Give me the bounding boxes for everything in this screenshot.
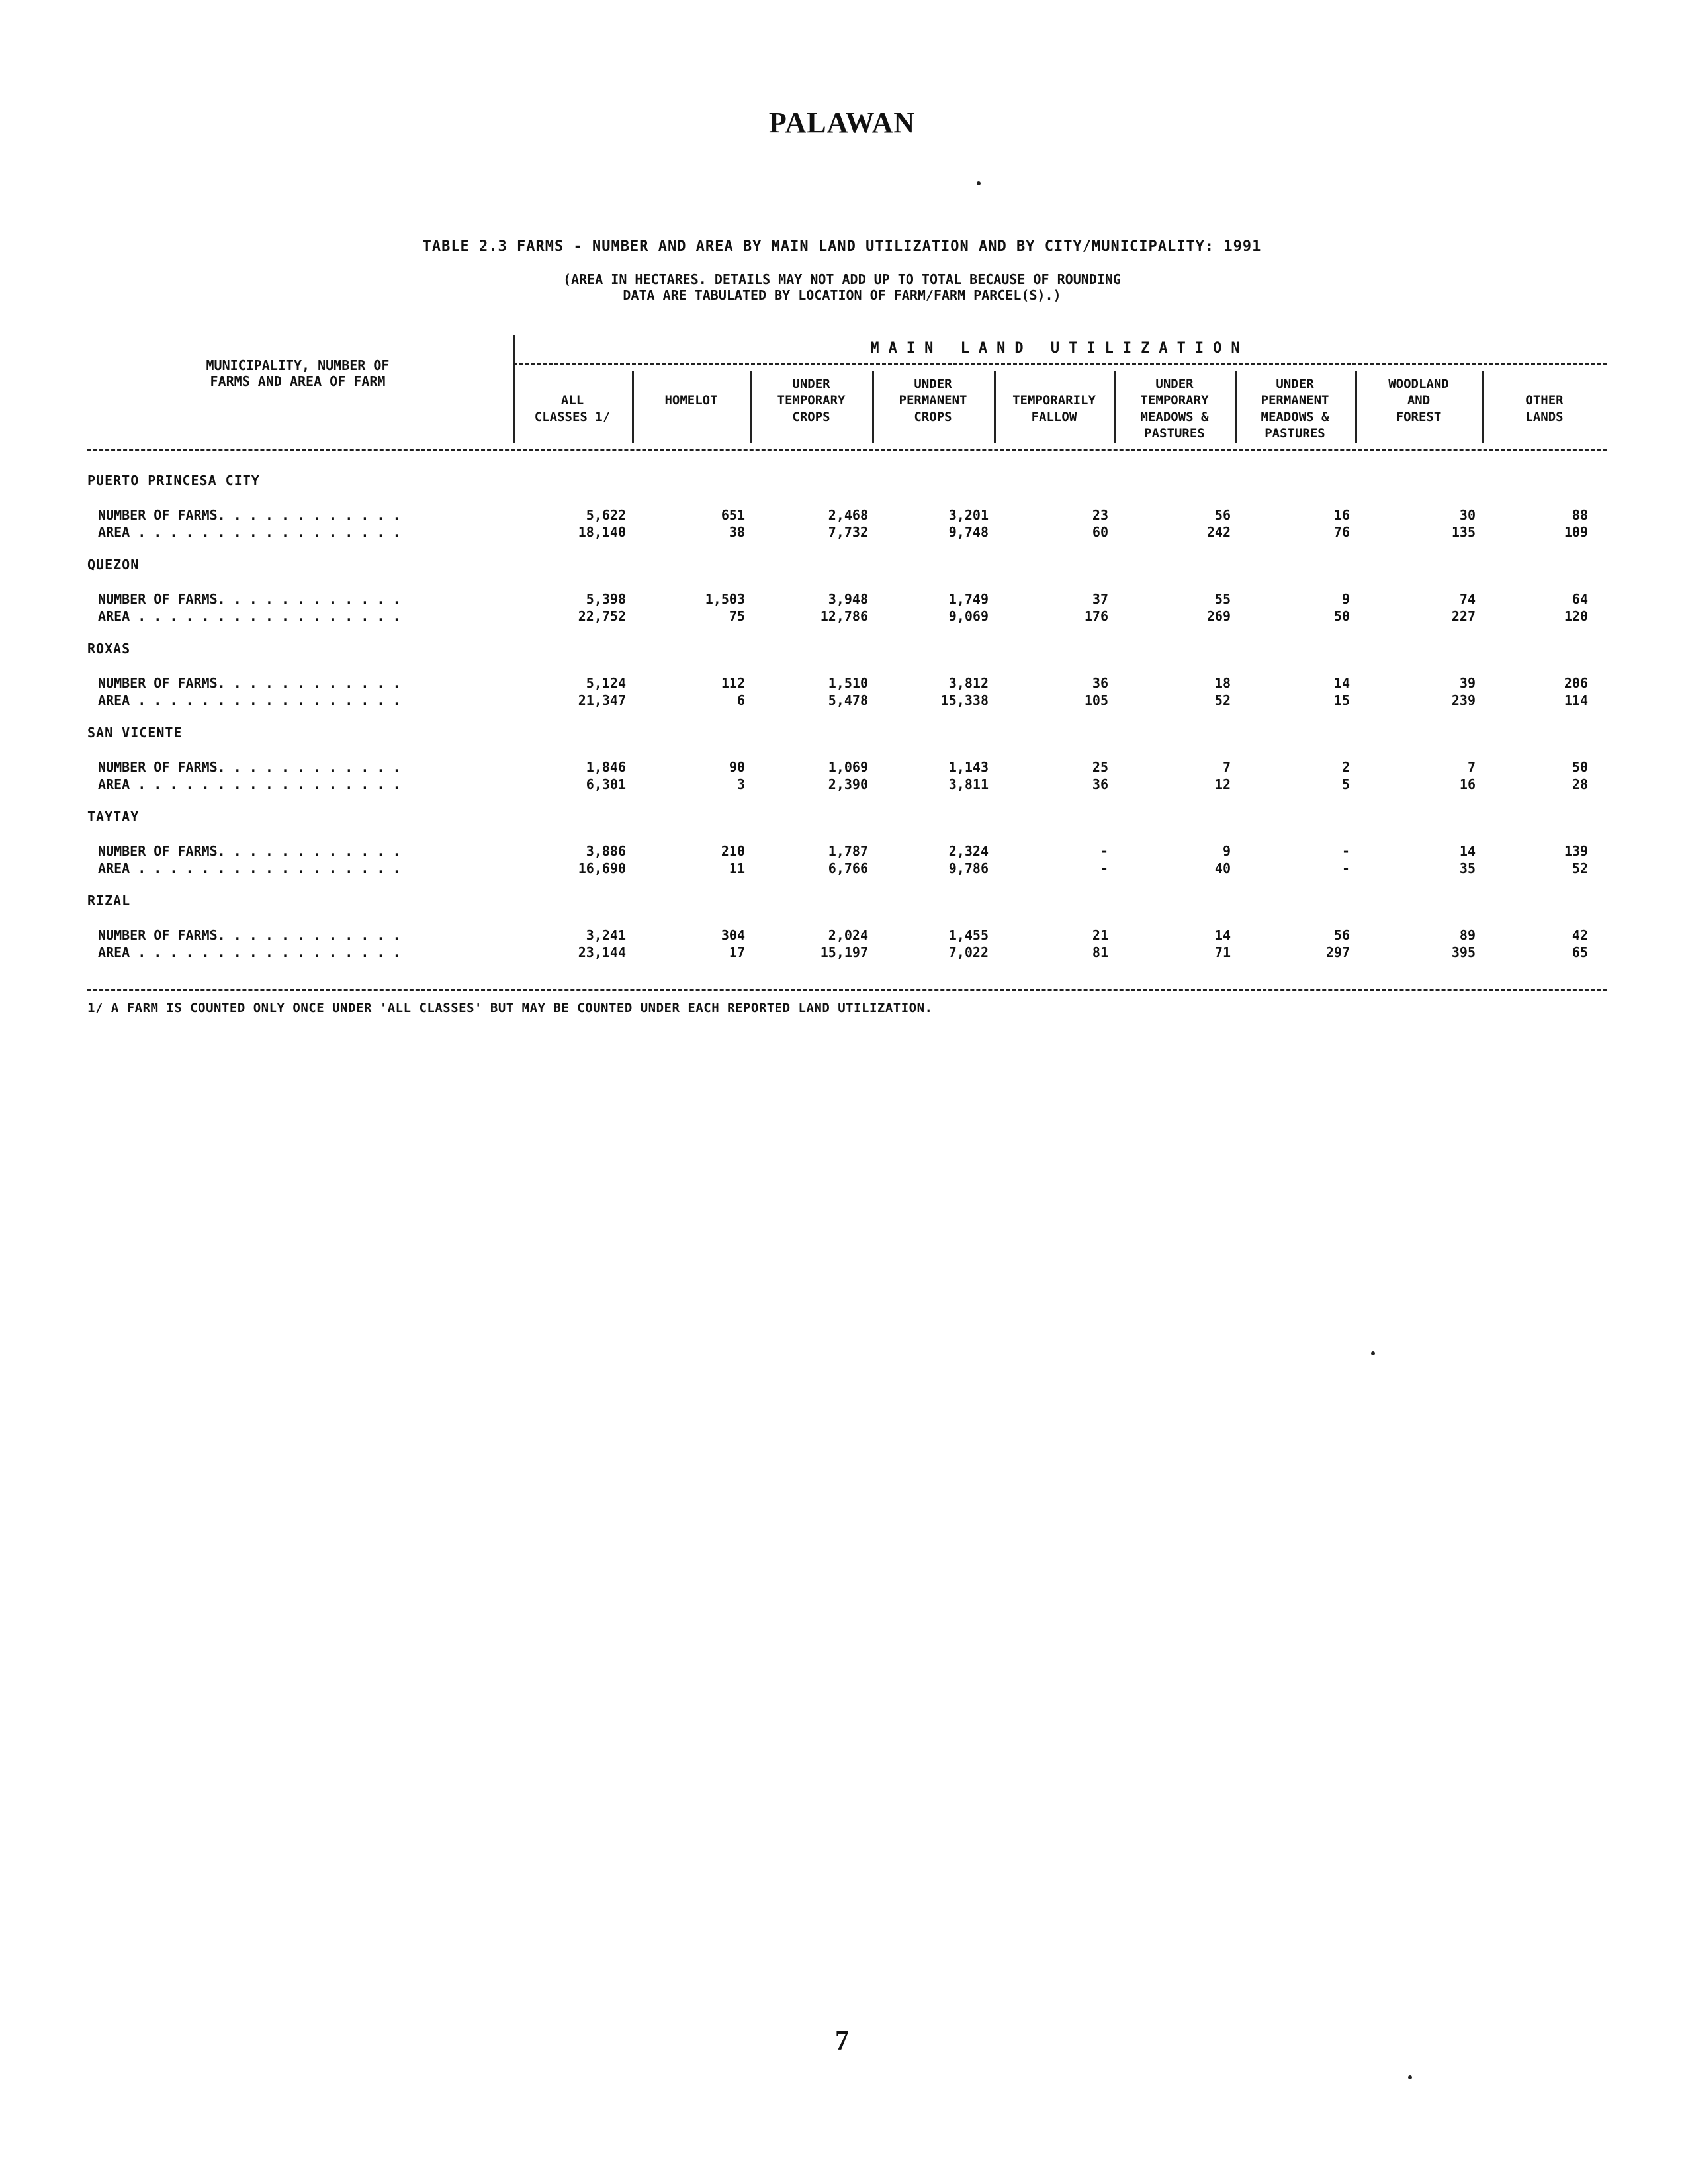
cell-number-of-farms: 2,468: [828, 507, 868, 523]
column-header-line: [994, 376, 1114, 392]
cell-area: 71: [1214, 944, 1231, 960]
cell-area: 297: [1325, 944, 1350, 960]
page-number: 7: [835, 2026, 849, 2056]
cell-area: 75: [729, 608, 745, 624]
cell-number-of-farms: 90: [729, 759, 745, 775]
cell-number-of-farms: 25: [1092, 759, 1108, 775]
cell-area: 17: [729, 944, 745, 960]
table-bottom-rule: [87, 989, 1607, 991]
scan-speck: [1408, 2075, 1412, 2079]
cell-area: 22,752: [578, 608, 626, 624]
column-header-line: PERMANENT: [899, 393, 967, 408]
footnote-text: A FARM IS COUNTED ONLY ONCE UNDER 'ALL CLASSES' BUT MAY BE COUNTED UNDER EACH REPORTED LAND UTILIZATION.: [103, 1001, 933, 1015]
cell-number-of-farms: 14: [1333, 675, 1350, 691]
cell-number-of-farms: 9: [1341, 591, 1350, 607]
row-label-number-of-farms: NUMBER OF FARMS. . . . . . . . . . . .: [98, 927, 401, 943]
cell-number-of-farms: 1,455: [948, 927, 989, 943]
column-header-line: UNDER: [914, 377, 952, 391]
table-title: TABLE 2.3 FARMS - NUMBER AND AREA BY MAIN LAND UTILIZATION AND BY CITY/MUNICIPALITY: 1991: [422, 238, 1262, 255]
column-header-line: MEADOWS &: [1140, 410, 1209, 424]
cell-area: 9,748: [948, 524, 989, 540]
cell-number-of-farms: 2,324: [948, 843, 989, 859]
cell-number-of-farms: 14: [1214, 927, 1231, 943]
group-header-rule: [513, 363, 1607, 365]
cell-area: 3,811: [948, 776, 989, 792]
cell-area: 5,478: [828, 692, 868, 708]
column-header-line: TEMPORARY: [1140, 393, 1209, 408]
cell-number-of-farms: 1,143: [948, 759, 989, 775]
cell-number-of-farms: 139: [1564, 843, 1588, 859]
cell-number-of-farms: 74: [1459, 591, 1476, 607]
row-label-number-of-farms: NUMBER OF FARMS. . . . . . . . . . . .: [98, 843, 401, 859]
column-header: [632, 376, 750, 409]
row-label-area: AREA . . . . . . . . . . . . . . . . .: [98, 524, 401, 540]
municipality-name: PUERTO PRINCESA CITY: [87, 473, 260, 488]
cell-area: 2,390: [828, 776, 868, 792]
cell-area: 52: [1214, 692, 1231, 708]
cell-area: 7,022: [948, 944, 989, 960]
cell-area: 6,766: [828, 860, 868, 876]
row-label-area: AREA . . . . . . . . . . . . . . . . .: [98, 860, 401, 876]
municipality-name: SAN VICENTE: [87, 725, 183, 741]
cell-number-of-farms: 304: [721, 927, 745, 943]
column-header-line: HOMELOT: [664, 393, 718, 408]
note-line-2: DATA ARE TABULATED BY LOCATION OF FARM/FARM PARCEL(S).): [623, 287, 1061, 303]
cell-number-of-farms: 89: [1459, 927, 1476, 943]
column-header-line: UNDER: [1276, 377, 1314, 391]
cell-number-of-farms: 55: [1214, 591, 1231, 607]
cell-area: 36: [1092, 776, 1108, 792]
cell-area: 15,338: [940, 692, 989, 708]
cell-area: 227: [1451, 608, 1476, 624]
table-note: [0, 271, 1684, 303]
cell-number-of-farms: 64: [1572, 591, 1588, 607]
cell-number-of-farms: 56: [1333, 927, 1350, 943]
municipality-name: TAYTAY: [87, 809, 140, 825]
column-header-line: TEMPORARILY: [1012, 393, 1096, 408]
row-label-area: AREA . . . . . . . . . . . . . . . . .: [98, 692, 401, 708]
header-bottom-rule: [87, 449, 1607, 451]
column-header-line: ALL: [560, 393, 584, 408]
cell-area: 21,347: [578, 692, 626, 708]
cell-area: 23,144: [578, 944, 626, 960]
cell-area: 6,301: [586, 776, 626, 792]
row-label-number-of-farms: NUMBER OF FARMS. . . . . . . . . . . .: [98, 507, 401, 523]
cell-area: 15,197: [820, 944, 868, 960]
cell-area: 52: [1572, 860, 1588, 876]
cell-area: 135: [1451, 524, 1476, 540]
cell-number-of-farms: 1,503: [705, 591, 745, 607]
stub-header-line-1: MUNICIPALITY, NUMBER OF: [206, 357, 390, 373]
row-label-area: AREA . . . . . . . . . . . . . . . . .: [98, 944, 401, 960]
cell-number-of-farms: 16: [1333, 507, 1350, 523]
row-label-number-of-farms: NUMBER OF FARMS. . . . . . . . . . . .: [98, 759, 401, 775]
column-header-line: TEMPORARY: [777, 393, 846, 408]
cell-number-of-farms: 210: [721, 843, 745, 859]
cell-number-of-farms: 3,948: [828, 591, 868, 607]
cell-area: 9,786: [948, 860, 989, 876]
cell-area: 18,140: [578, 524, 626, 540]
cell-number-of-farms: 2,024: [828, 927, 868, 943]
column-header-line: [632, 376, 750, 392]
column-header-line: OTHER: [1525, 393, 1564, 408]
scan-speck: [977, 181, 981, 185]
cell-number-of-farms: 18: [1214, 675, 1231, 691]
cell-area: 114: [1564, 692, 1588, 708]
cell-number-of-farms: 50: [1572, 759, 1588, 775]
cell-number-of-farms: 651: [721, 507, 745, 523]
row-label-number-of-farms: NUMBER OF FARMS. . . . . . . . . . . .: [98, 675, 401, 691]
cell-area: 5: [1341, 776, 1350, 792]
cell-number-of-farms: 206: [1564, 675, 1588, 691]
note-line-1: (AREA IN HECTARES. DETAILS MAY NOT ADD UP TO TOTAL BECAUSE OF ROUNDING: [563, 271, 1121, 287]
column-header-line: CROPS: [792, 410, 830, 424]
stub-header: [99, 357, 496, 389]
cell-number-of-farms: 36: [1092, 675, 1108, 691]
cell-area: 40: [1214, 860, 1231, 876]
municipality-name: ROXAS: [87, 641, 131, 657]
cell-area: 395: [1451, 944, 1476, 960]
cell-area: 16: [1459, 776, 1476, 792]
cell-number-of-farms: 30: [1459, 507, 1476, 523]
cell-area: 176: [1084, 608, 1108, 624]
column-header-line: CROPS: [914, 410, 952, 424]
cell-number-of-farms: 7: [1467, 759, 1476, 775]
cell-number-of-farms: 23: [1092, 507, 1108, 523]
cell-area: 12,786: [820, 608, 868, 624]
cell-number-of-farms: 56: [1214, 507, 1231, 523]
cell-area: 65: [1572, 944, 1588, 960]
cell-number-of-farms: -: [1341, 843, 1350, 859]
cell-area: 12: [1214, 776, 1231, 792]
column-header: [1482, 376, 1607, 426]
cell-number-of-farms: 88: [1572, 507, 1588, 523]
cell-number-of-farms: 3,201: [948, 507, 989, 523]
cell-number-of-farms: 21: [1092, 927, 1108, 943]
cell-number-of-farms: -: [1100, 843, 1108, 859]
cell-number-of-farms: 3,812: [948, 675, 989, 691]
cell-number-of-farms: 14: [1459, 843, 1476, 859]
row-label-area: AREA . . . . . . . . . . . . . . . . .: [98, 776, 401, 792]
column-header-line: AND: [1407, 393, 1431, 408]
cell-number-of-farms: 2: [1341, 759, 1350, 775]
column-header-line: PERMANENT: [1261, 393, 1329, 408]
cell-number-of-farms: 1,510: [828, 675, 868, 691]
cell-number-of-farms: 1,846: [586, 759, 626, 775]
cell-number-of-farms: 5,622: [586, 507, 626, 523]
cell-area: -: [1341, 860, 1350, 876]
cell-number-of-farms: 1,749: [948, 591, 989, 607]
column-header: [1355, 376, 1482, 426]
footnote-marker: 1/: [87, 1001, 103, 1015]
cell-area: 7,732: [828, 524, 868, 540]
group-header: MAIN LAND UTILIZATION: [870, 340, 1249, 357]
column-header: [1235, 376, 1355, 442]
cell-area: 9,069: [948, 608, 989, 624]
cell-number-of-farms: 7: [1222, 759, 1231, 775]
cell-area: 109: [1564, 524, 1588, 540]
column-header-line: MEADOWS &: [1261, 410, 1329, 424]
cell-number-of-farms: 5,124: [586, 675, 626, 691]
cell-area: 35: [1459, 860, 1476, 876]
column-header-line: FOREST: [1396, 410, 1442, 424]
cell-number-of-farms: 1,787: [828, 843, 868, 859]
cell-number-of-farms: 37: [1092, 591, 1108, 607]
cell-number-of-farms: 112: [721, 675, 745, 691]
province-title: PALAWAN: [768, 107, 916, 139]
cell-area: 6: [736, 692, 745, 708]
row-label-area: AREA . . . . . . . . . . . . . . . . .: [98, 608, 401, 624]
cell-number-of-farms: 3,241: [586, 927, 626, 943]
column-header: [750, 376, 872, 426]
cell-area: 105: [1084, 692, 1108, 708]
scan-speck: [1371, 1351, 1375, 1355]
column-header-line: CLASSES 1/: [534, 410, 611, 424]
cell-area: 16,690: [578, 860, 626, 876]
cell-area: 269: [1206, 608, 1231, 624]
cell-area: 28: [1572, 776, 1588, 792]
column-header: [872, 376, 994, 426]
column-header: [513, 376, 632, 426]
cell-area: 239: [1451, 692, 1476, 708]
column-header-line: [1482, 376, 1607, 392]
cell-area: 120: [1564, 608, 1588, 624]
cell-area: 76: [1333, 524, 1350, 540]
column-header-line: FALLOW: [1031, 410, 1077, 424]
cell-area: 50: [1333, 608, 1350, 624]
footnote: [87, 1001, 932, 1015]
cell-area: 3: [736, 776, 745, 792]
column-header-line: [513, 376, 632, 392]
cell-number-of-farms: 3,886: [586, 843, 626, 859]
municipality-name: QUEZON: [87, 557, 140, 572]
cell-area: 81: [1092, 944, 1108, 960]
column-header: [994, 376, 1114, 426]
stub-header-line-2: FARMS AND AREA OF FARM: [210, 373, 386, 389]
column-header-line: LANDS: [1525, 410, 1564, 424]
cell-number-of-farms: 5,398: [586, 591, 626, 607]
cell-area: 11: [729, 860, 745, 876]
column-header-line: PASTURES: [1144, 426, 1205, 441]
column-header: [1114, 376, 1235, 442]
cell-number-of-farms: 1,069: [828, 759, 868, 775]
cell-number-of-farms: 39: [1459, 675, 1476, 691]
municipality-name: RIZAL: [87, 893, 131, 909]
cell-area: 38: [729, 524, 745, 540]
row-label-number-of-farms: NUMBER OF FARMS. . . . . . . . . . . .: [98, 591, 401, 607]
cell-area: -: [1100, 860, 1108, 876]
column-header-line: PASTURES: [1264, 426, 1325, 441]
column-header-line: WOODLAND: [1388, 377, 1449, 391]
table-top-rule: [87, 326, 1607, 328]
cell-number-of-farms: 9: [1222, 843, 1231, 859]
cell-area: 15: [1333, 692, 1350, 708]
column-header-line: UNDER: [1155, 377, 1194, 391]
column-header-line: UNDER: [792, 377, 830, 391]
cell-area: 60: [1092, 524, 1108, 540]
cell-number-of-farms: 42: [1572, 927, 1588, 943]
cell-area: 242: [1206, 524, 1231, 540]
